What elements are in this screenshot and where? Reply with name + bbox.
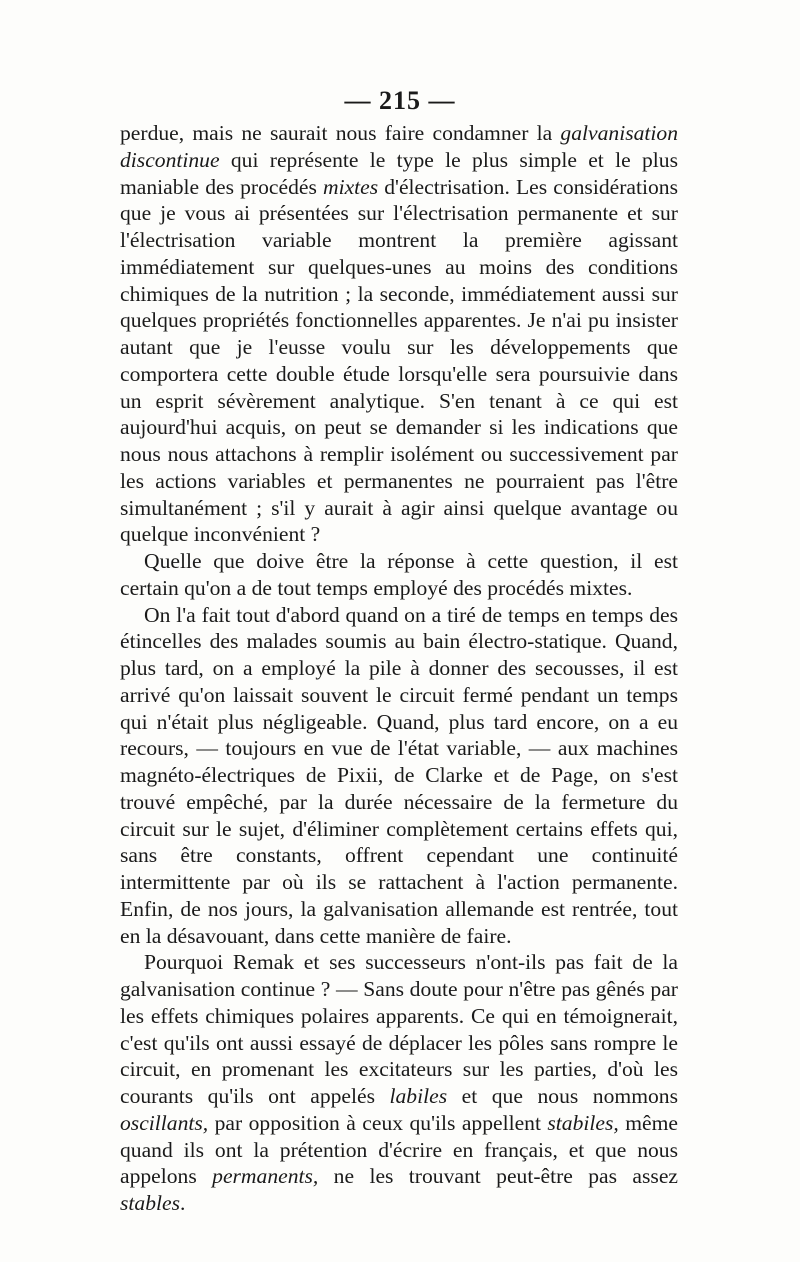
italic-run: mixtes	[322, 174, 379, 199]
text-run: Pourquoi Remak et ses successeurs n'ont-ils pas fait de la galvanisation continue ? — Sans doute pour n'être pas gênés par les effets chimiques polaires apparents. Ce qui en témoignerait, c'est qu'ils ont aussi essayé de déplacer les pôles sans rompre le circuit, en promenant les excitateurs sur les parties, d'où les courants qu'ils ont appelés	[120, 950, 678, 1108]
text-run: perdue, mais ne saurait nous faire condamner la	[120, 121, 561, 145]
italic-run: stables	[120, 1191, 180, 1215]
text-run: ne les trouvant peut-être pas assez	[318, 1164, 678, 1189]
text-run: On l'a fait tout d'abord quand on a tiré de temps en temps des étincelles des malades soumis au bain électro-statique. Quand, plus tard, on a employé la pile à donner des secousses, il est arrivé qu'on laissait souvent le circuit fermé pendant un temps qui n'était plus négligeable. Quand, plus tard encore, on a eu recours, — toujours en vue de l'état variable, — aux machines magnéto-électriques de Pixii, de Clarke et de Page, on s'est trouvé empêché, par la durée nécessaire de la fermeture du circuit sur le sujet, d'éliminer complètement certains effets qui, sans être constants, offrent cependant une continuité intermittente par où ils se rattachent à l'action permanente. Enfin, de nos jours, la galvanisation allemande est rentrée, tout en la désavouant, dans cette manière de faire.	[120, 602, 678, 948]
body-text	[120, 120, 678, 1217]
italic-run: oscillants,	[120, 1110, 209, 1135]
paragraph	[120, 602, 678, 950]
text-run: .	[179, 1191, 186, 1215]
text-run: qui représente le type le plus simple et le plus maniable des procédés	[120, 147, 678, 199]
italic-run: labiles	[389, 1084, 448, 1108]
text-run: par opposition à ceux qu'ils appellent	[208, 1110, 548, 1135]
paragraph	[120, 949, 678, 1217]
italic-run: stabiles,	[547, 1110, 619, 1135]
text-run: même quand ils ont la prétention d'écrire en français, et que nous appelons	[120, 1110, 678, 1189]
text-run: d'électrisation. Les considérations que je vous ai présentées sur l'électrisation permanente et sur l'électrisation variable montrent la première agissant immédiatement sur quelques-unes au moins des conditions chimiques de la nutrition ; la seconde, immédiatement aussi sur quelques propriétés fonctionnelles apparentes. Je n'ai pu insister autant que je l'eusse voulu sur les développements que comportera cette double étude lorsqu'elle sera poursuivie dans un esprit sévèrement analytique. S'en tenant à ce qui est aujourd'hui acquis, on peut se demander si les indications que nous nous attachons à remplir isolément ou successivement par les actions variables et permanentes ne pourraient pas l'être simultanément ; s'il y aurait à agir ainsi quelque avantage ou quelque inconvénient ?	[120, 174, 678, 547]
text-run: et que nous nommons	[447, 1084, 678, 1108]
page-number: — 215 —	[344, 86, 456, 115]
italic-run: galvanisation discontinue	[120, 121, 678, 172]
text-run: Quelle que doive être la réponse à cette question, il est certain qu'on a de tout temps employé des procédés mixtes.	[120, 549, 678, 600]
italic-run: permanents,	[212, 1164, 319, 1189]
paragraph	[120, 120, 678, 548]
paragraph	[120, 548, 678, 602]
